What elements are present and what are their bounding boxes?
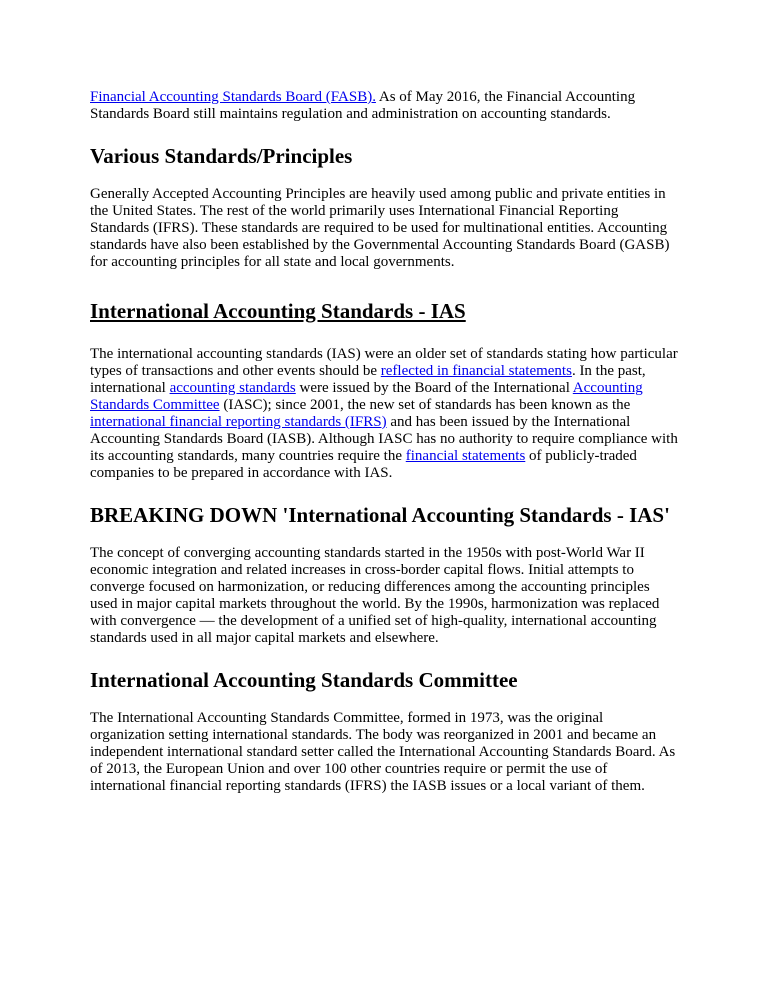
paragraph	[90, 89, 678, 123]
paragraph	[90, 710, 678, 795]
text-link[interactable]: financial statements	[405, 448, 526, 464]
section-heading: International Accounting Standards Committee	[90, 668, 518, 692]
section-heading: BREAKING DOWN 'International Accounting Standards - IAS'	[90, 503, 670, 527]
text-link[interactable]: reflected in financial statements	[380, 363, 572, 379]
text-run: . In the past, international	[90, 363, 646, 396]
paragraph	[90, 186, 678, 271]
document-content	[90, 89, 678, 812]
text-link[interactable]: international financial reporting standards (IFRS)	[90, 414, 387, 430]
text-link[interactable]: Accounting Standards Committee	[90, 380, 643, 413]
text-run: were issued by the Board of the International	[295, 380, 573, 396]
text-run: The International Accounting Standards Committee, formed in 1973, was the original organization setting international standards. The body was reorganized in 2001 and became an independent international standard setter called the International Accounting Standards Board. As of 2013, the European Union and over 100 other countries require or permit the use of international financial reporting standards (IFRS) the IASB issues or a local variant of them.	[90, 710, 676, 794]
text-link[interactable]: accounting standards	[169, 380, 296, 396]
text-run: The concept of converging accounting standards started in the 1950s with post-World War II economic integration and related increases in cross-border capital flows. Initial attempts to converge focused on harmonization, or reducing differences among the accounting principles used in major capital markets throughout the world. By the 1990s, harmonization was replaced with convergence — the development of a unified set of high-quality, international accounting standards used in all major capital markets and elsewhere.	[90, 545, 660, 646]
text-run: of publicly-traded companies to be prepared in accordance with IAS.	[90, 448, 637, 481]
text-run: and has been issued by the International Accounting Standards Board (IASB). Although IASC has no authority to require compliance with its accounting standards, many countries require the	[90, 414, 678, 464]
paragraph	[90, 346, 678, 482]
text-run: As of May 2016, the Financial Accounting Standards Board still maintains regulation and administration on accounting standards.	[90, 89, 636, 122]
paragraph	[90, 545, 678, 647]
text-run: Generally Accepted Accounting Principles are heavily used among public and private entities in the United States. The rest of the world primarily uses International Financial Reporting Standards (IFRS). These standards are required to be used for multinational entities. Accounting standards have also been established by the Governmental Accounting Standards Board (GASB) for accounting principles for all state and local governments.	[90, 186, 670, 270]
text-run: (IASC); since 2001, the new set of standards has been known as the	[219, 397, 631, 413]
text-link[interactable]: Financial Accounting Standards Board (FASB).	[90, 89, 376, 105]
section-heading: International Accounting Standards - IAS	[90, 299, 466, 323]
section-heading: Various Standards/Principles	[90, 144, 353, 168]
text-run: The international accounting standards (IAS) were an older set of standards stating how particular types of transactions and other events should be	[90, 346, 678, 379]
